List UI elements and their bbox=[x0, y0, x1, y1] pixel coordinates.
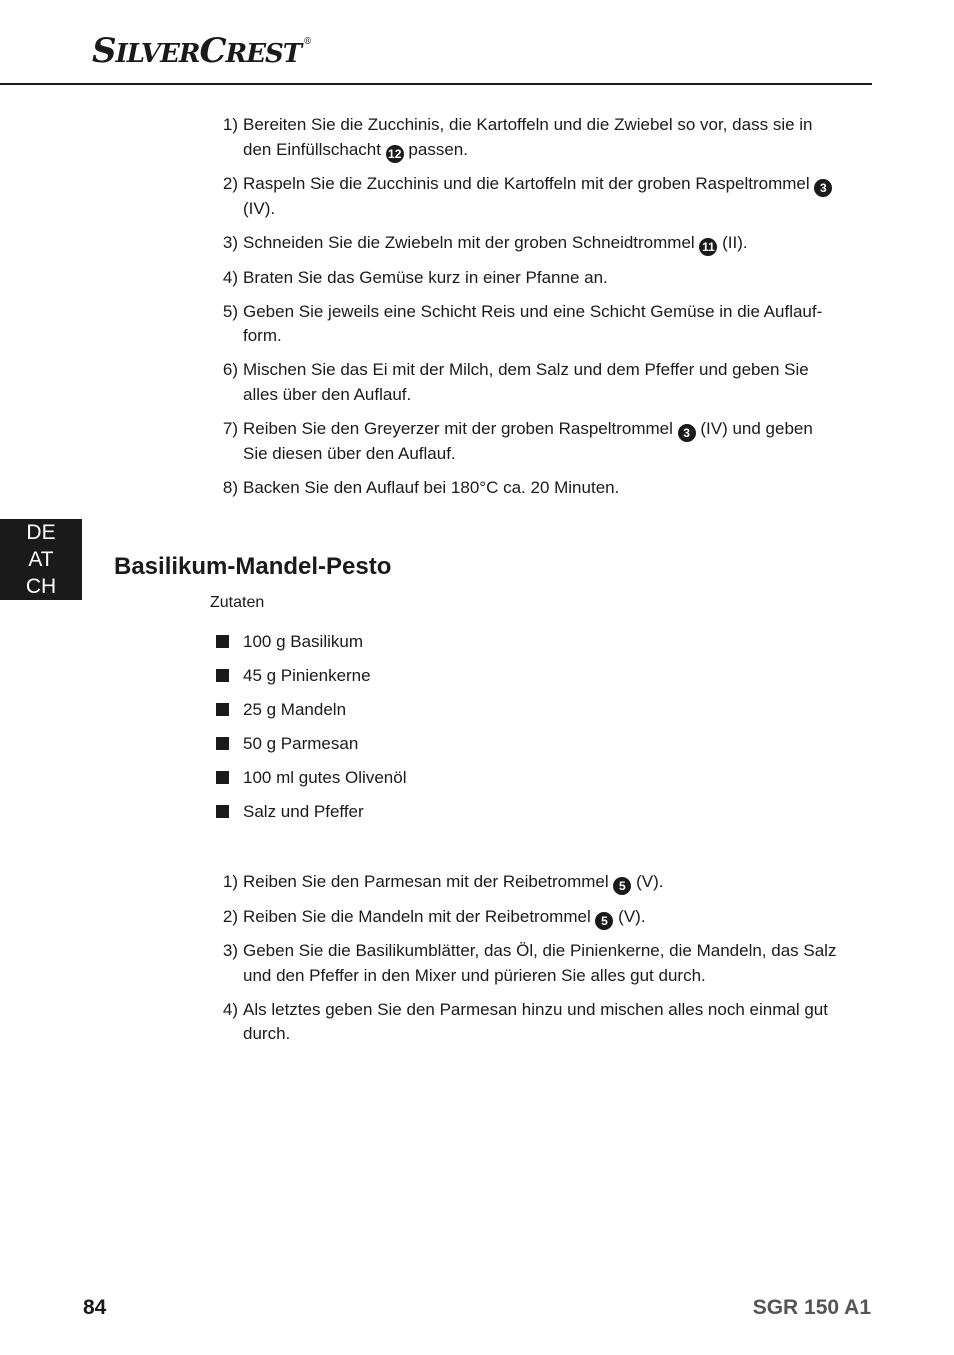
step-item bbox=[210, 358, 840, 407]
brand-logo: SILVERCREST ® bbox=[92, 31, 312, 71]
ingredient-text: 50 g Parmesan bbox=[243, 734, 359, 753]
step-item bbox=[210, 172, 840, 222]
bullet-square-icon bbox=[216, 635, 229, 648]
section-title: Basilikum-Mandel-Pesto bbox=[114, 553, 392, 580]
step-text: Als letztes geben Sie den Parmesan hinzu und mischen alles noch einmal gut durch. bbox=[243, 999, 828, 1043]
step-number: 6) bbox=[222, 360, 238, 379]
page-number: 84 bbox=[83, 1296, 107, 1319]
step-text: Mischen Sie das Ei mit der Milch, dem Salz und dem Pfeffer und geben Sie alles über den Auflauf. bbox=[243, 360, 809, 404]
header-divider bbox=[0, 83, 872, 85]
pesto-steps-list bbox=[210, 870, 840, 1056]
ingredient-text: Salz und Pfeffer bbox=[243, 802, 364, 821]
step-item bbox=[210, 905, 840, 930]
step-text-after: (IV). bbox=[243, 199, 276, 218]
lang-at: AT bbox=[28, 548, 54, 571]
part-number-badge: 3 bbox=[678, 424, 696, 442]
step-text: Schneiden Sie die Zwiebeln mit der groben Schneidtrommel bbox=[243, 233, 700, 252]
ingredient-text: 100 g Basilikum bbox=[243, 632, 364, 651]
ingredient-item bbox=[216, 800, 406, 824]
step-text: Reiben Sie die Mandeln mit der Reibetrommel bbox=[243, 906, 596, 926]
ingredient-text: 100 ml gutes Olivenöl bbox=[243, 768, 407, 787]
step-item bbox=[210, 998, 840, 1047]
step-text: Geben Sie die Basilikumblätter, das Öl, die Pinienkerne, die Mandeln, das Salz und den Pfeffer in den Mixer und pürieren Sie alles gut durch. bbox=[243, 941, 837, 985]
step-item bbox=[210, 231, 840, 256]
ingredients-list bbox=[216, 630, 406, 834]
part-number-badge: 12 bbox=[386, 145, 404, 163]
step-item bbox=[210, 113, 840, 163]
ingredient-text: 25 g Mandeln bbox=[243, 700, 347, 719]
ingredient-item bbox=[216, 766, 406, 790]
step-number: 1) bbox=[222, 115, 238, 134]
lang-de: DE bbox=[26, 521, 56, 544]
step-text: Bereiten Sie die Zucchinis, die Kartoffeln und die Zwiebel so vor, dass sie in den Einfüllschacht bbox=[243, 115, 813, 159]
bullet-square-icon bbox=[216, 669, 229, 682]
part-number-badge: 5 bbox=[613, 877, 631, 895]
step-text: Braten Sie das Gemüse kurz in einer Pfanne an. bbox=[243, 267, 608, 287]
step-text: Raspeln Sie die Zucchinis und die Kartoffeln mit der groben Raspeltrommel bbox=[243, 174, 815, 193]
step-item bbox=[210, 266, 840, 291]
bullet-square-icon bbox=[216, 737, 229, 750]
step-number: 3) bbox=[222, 233, 238, 252]
auflauf-steps-list bbox=[210, 113, 840, 510]
step-number: 1) bbox=[222, 872, 238, 891]
step-number: 8) bbox=[222, 477, 238, 497]
step-text-after: (V). bbox=[631, 872, 664, 891]
part-number-badge: 11 bbox=[699, 238, 717, 256]
step-number: 5) bbox=[222, 301, 238, 321]
ingredient-item bbox=[216, 630, 406, 654]
ingredients-label: Zutaten bbox=[210, 594, 265, 611]
step-text-after: (V). bbox=[613, 906, 646, 926]
model-number: SGR 150 A1 bbox=[752, 1296, 871, 1319]
step-item bbox=[210, 939, 840, 988]
step-number: 3) bbox=[222, 941, 238, 960]
ingredient-item bbox=[216, 698, 406, 722]
part-number-badge: 5 bbox=[595, 912, 613, 930]
step-text-after: (II). bbox=[717, 233, 748, 252]
step-text: Geben Sie jeweils eine Schicht Reis und eine Schicht Gemüse in die Auflauf-form. bbox=[243, 301, 823, 345]
step-number: 4) bbox=[222, 267, 238, 287]
step-number: 2) bbox=[222, 174, 238, 193]
step-text: Reiben Sie den Parmesan mit der Reibetrommel bbox=[243, 872, 614, 891]
step-number: 7) bbox=[222, 418, 238, 438]
step-number: 2) bbox=[222, 906, 238, 926]
language-tab bbox=[0, 519, 82, 600]
ingredient-item bbox=[216, 664, 406, 688]
step-text-after: (IV) und geben Sie diesen über den Auflauf. bbox=[243, 418, 813, 463]
step-item bbox=[210, 870, 840, 895]
step-item bbox=[210, 300, 840, 349]
bullet-square-icon bbox=[216, 703, 229, 716]
bullet-square-icon bbox=[216, 771, 229, 784]
lang-ch: CH bbox=[25, 575, 57, 598]
ingredient-item bbox=[216, 732, 406, 756]
step-text-after: passen. bbox=[403, 139, 468, 159]
bullet-square-icon bbox=[216, 805, 229, 818]
step-item bbox=[210, 417, 840, 467]
part-number-badge: 3 bbox=[814, 179, 832, 197]
step-text: Backen Sie den Auflauf bei 180°C ca. 20 Minuten. bbox=[243, 477, 620, 497]
step-text: Reiben Sie den Greyerzer mit der groben Raspeltrommel bbox=[243, 418, 678, 438]
step-item bbox=[210, 476, 840, 501]
ingredient-text: 45 g Pinienkerne bbox=[243, 666, 371, 685]
step-number: 4) bbox=[222, 999, 238, 1019]
